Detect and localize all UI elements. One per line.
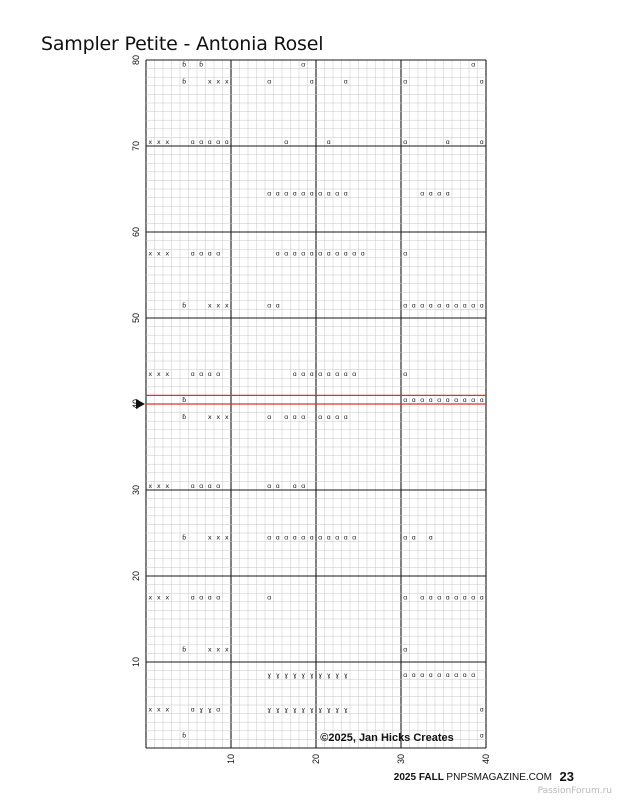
stitch-symbol: x [165,249,170,258]
stitch-symbol: ɑ [224,137,229,146]
stitch-symbol: x [156,705,161,714]
stitch-symbol: x [224,301,229,310]
stitch-symbol: x [165,593,170,602]
stitch-symbol: ɑ [326,249,331,258]
stitch-symbol: x [207,413,212,422]
stitch-symbol: ɑ [403,593,408,602]
stitch-symbol: ɑ [479,705,484,714]
stitch-symbol: ɑ [437,671,442,680]
stitch-symbol: ɑ [428,189,433,198]
stitch-symbol: ɑ [275,481,280,490]
stitch-symbol: ɑ [445,593,450,602]
stitch-symbol: ɑ [445,395,450,404]
stitch-symbol: ɣ [301,705,306,714]
stitch-symbol: ɑ [292,189,297,198]
stitch-symbol: ɣ [326,671,331,680]
stitch-symbol: ɑ [318,370,323,379]
stitch-symbol: ɑ [403,533,408,542]
stitch-symbol: ɑ [335,413,340,422]
stitch-symbol: ɣ [318,705,323,714]
stitch-symbol: ɑ [190,249,195,258]
stitch-symbol: x [165,705,170,714]
footer-issue-label: 2025 FALL [393,772,444,783]
stitch-symbol: ɑ [428,593,433,602]
stitch-symbol: ɑ [411,533,416,542]
stitch-symbol: ɑ [275,189,280,198]
stitch-symbol: ɑ [207,137,212,146]
stitch-symbol: ɑ [301,60,306,69]
stitch-symbol: ɑ [207,249,212,258]
stitch-symbol: ɑ [343,77,348,86]
stitch-symbol: ɑ [403,137,408,146]
stitch-symbol: ɑ [437,593,442,602]
stitch-symbol: ɑ [428,301,433,310]
stitch-symbol: ɑ [292,249,297,258]
stitch-symbol: ɑ [471,593,476,602]
stitch-symbol: ɣ [275,671,280,680]
stitch-symbol: x [165,137,170,146]
stitch-symbol: x [156,593,161,602]
stitch-symbol: ɑ [420,671,425,680]
stitch-symbol: x [148,370,153,379]
stitch-symbol: x [216,77,221,86]
column-axis-label: 30 [396,753,406,765]
stitch-symbol: ɑ [445,301,450,310]
stitch-symbol: x [207,77,212,86]
stitch-symbol: x [156,137,161,146]
stitch-symbol: x [148,593,153,602]
stitch-symbol: ɣ [309,671,314,680]
stitch-symbol: ɑ [352,370,357,379]
stitch-symbol: ɑ [207,593,212,602]
stitch-symbol: ɑ [343,533,348,542]
stitch-symbol: ɑ [199,137,204,146]
row-axis-label: 50 [131,312,141,324]
stitch-symbol: ɑ [411,301,416,310]
stitch-symbol: ɑ [292,413,297,422]
stitch-symbol: ɓ [182,413,187,422]
stitch-symbol: ɑ [301,413,306,422]
stitch-symbol: ɑ [199,481,204,490]
stitch-symbol: ɑ [420,301,425,310]
stitch-symbol: ɑ [267,413,272,422]
stitch-symbol: ɑ [403,370,408,379]
stitch-symbol: ɑ [403,301,408,310]
stitch-symbol: ɣ [343,671,348,680]
stitch-symbol: ɓ [182,645,187,654]
chart-grid [120,55,500,765]
stitch-symbol: ɑ [428,533,433,542]
stitch-symbol: ɑ [326,370,331,379]
stitch-symbol: ɑ [326,533,331,542]
stitch-symbol: ɑ [284,413,289,422]
stitch-symbol: ɣ [292,705,297,714]
stitch-symbol: ɣ [318,671,323,680]
stitch-symbol: ɑ [318,413,323,422]
stitch-symbol: ɑ [462,301,467,310]
stitch-symbol: ɑ [335,189,340,198]
stitch-symbol: x [216,413,221,422]
stitch-symbol: ɑ [318,533,323,542]
stitch-symbol: ɑ [267,481,272,490]
stitch-symbol: x [148,705,153,714]
stitch-symbol: ɓ [182,77,187,86]
stitch-symbol: ɑ [309,533,314,542]
stitch-symbol: ɑ [462,395,467,404]
stitch-symbol: ɣ [267,671,272,680]
stitch-symbol: ɣ [309,705,314,714]
stitch-symbol: ɑ [343,413,348,422]
stitch-symbol: ɑ [471,671,476,680]
stitch-symbol: ɑ [471,301,476,310]
stitch-symbol: x [165,481,170,490]
stitch-symbol: ɑ [275,533,280,542]
stitch-symbol: ɑ [207,481,212,490]
stitch-symbol: ɑ [335,249,340,258]
watermark: PassionForum.ru [537,786,612,796]
stitch-symbol: ɑ [190,137,195,146]
stitch-symbol: ɓ [182,60,187,69]
stitch-symbol: ɓ [199,60,204,69]
stitch-symbol: ɑ [479,137,484,146]
column-axis-label: 10 [226,753,236,765]
stitch-symbol: ɑ [343,370,348,379]
stitch-symbol: ɑ [267,533,272,542]
stitch-symbol: ɑ [267,593,272,602]
stitch-symbol: ɑ [326,413,331,422]
stitch-symbol: ɑ [471,60,476,69]
stitch-symbol: x [156,370,161,379]
stitch-symbol: ɑ [479,77,484,86]
stitch-symbol: ɑ [309,77,314,86]
stitch-symbol: ɑ [479,395,484,404]
stitch-symbol: ɑ [335,533,340,542]
row-axis-label: 30 [131,484,141,496]
stitch-symbol: x [207,645,212,654]
stitch-symbol: ɑ [275,301,280,310]
stitch-symbol: ɑ [428,395,433,404]
stitch-symbol: ɑ [267,189,272,198]
stitch-symbol: ɑ [326,189,331,198]
stitch-symbol: ɑ [199,370,204,379]
stitch-symbol: ɑ [403,77,408,86]
stitch-symbol: ɓ [182,301,187,310]
stitch-symbol: ɑ [420,395,425,404]
stitch-symbol: ɑ [437,395,442,404]
stitch-symbol: ɑ [301,481,306,490]
stitch-symbol: ɑ [284,189,289,198]
stitch-symbol: x [148,137,153,146]
stitch-symbol: ɑ [445,189,450,198]
stitch-symbol: ɑ [420,593,425,602]
stitch-symbol: ɑ [267,301,272,310]
stitch-symbol: ɑ [301,189,306,198]
stitch-symbol: ɑ [326,137,331,146]
stitch-symbol: ɑ [352,533,357,542]
stitch-symbol: ɑ [309,189,314,198]
stitch-symbol: ɣ [284,671,289,680]
row-axis-label: 40 [131,398,141,410]
stitch-symbol: ɑ [292,533,297,542]
stitch-symbol: x [148,481,153,490]
stitch-symbol: ɑ [454,593,459,602]
stitch-symbol: ɑ [216,481,221,490]
stitch-symbol: ɑ [199,593,204,602]
stitch-symbol: ɑ [216,249,221,258]
stitch-symbol: ɓ [182,731,187,740]
row-axis-label: 10 [131,656,141,668]
stitch-symbol: ɑ [275,249,280,258]
stitch-symbol: ɣ [275,705,280,714]
stitch-symbol: ɑ [190,593,195,602]
stitch-symbol: x [216,645,221,654]
stitch-symbol: ɑ [284,249,289,258]
column-axis-label: 20 [311,753,321,765]
stitch-symbol: ɑ [454,671,459,680]
stitch-symbol: ɑ [301,533,306,542]
stitch-symbol: ɑ [462,593,467,602]
stitch-symbol: ɑ [190,481,195,490]
stitch-symbol: ɣ [292,671,297,680]
stitch-symbol: ɑ [343,249,348,258]
stitch-symbol: ɑ [284,137,289,146]
stitch-symbol: ɑ [479,731,484,740]
row-axis-label: 70 [131,140,141,152]
stitch-symbol: ɣ [301,671,306,680]
stitch-symbol: ɣ [207,705,212,714]
column-axis-label: 40 [481,753,491,765]
stitch-symbol: ɑ [479,593,484,602]
footer-site: PNPSMAGAZINE.COM [446,772,552,783]
stitch-symbol: ɑ [301,249,306,258]
stitch-symbol: x [207,301,212,310]
stitch-symbol: ɣ [199,705,204,714]
stitch-symbol: ɣ [343,705,348,714]
stitch-symbol: ɓ [182,533,187,542]
stitch-symbol: ɑ [199,249,204,258]
page-number: 23 [559,769,574,784]
stitch-symbol: ɑ [309,370,314,379]
stitch-symbol: ɑ [190,705,195,714]
stitch-symbol: x [216,301,221,310]
stitch-symbol: ɑ [454,301,459,310]
cross-stitch-chart [120,55,500,765]
stitch-symbol: ɑ [420,189,425,198]
stitch-symbol: x [224,533,229,542]
stitch-symbol: ɑ [403,249,408,258]
stitch-symbol: ɣ [267,705,272,714]
stitch-symbol: ɑ [292,370,297,379]
stitch-symbol: ɑ [190,370,195,379]
stitch-symbol: ɑ [292,481,297,490]
stitch-symbol: ɑ [267,77,272,86]
copyright-text: ©2025, Jan Hicks Creates [320,732,454,744]
stitch-symbol: x [165,370,170,379]
stitch-symbol: x [207,533,212,542]
row-axis-label: 80 [131,55,141,66]
stitch-symbol: ɣ [335,671,340,680]
stitch-symbol: ɑ [318,249,323,258]
stitch-symbol: ɣ [335,705,340,714]
stitch-symbol: x [216,533,221,542]
stitch-symbol: ɣ [284,705,289,714]
stitch-symbol: ɑ [437,189,442,198]
stitch-symbol: ɑ [411,671,416,680]
stitch-symbol: ɑ [335,370,340,379]
stitch-symbol: ɑ [284,533,289,542]
stitch-symbol: x [224,413,229,422]
stitch-symbol: ɑ [462,671,467,680]
stitch-symbol: ɑ [445,671,450,680]
stitch-symbol: ɑ [437,301,442,310]
stitch-symbol: ɑ [428,671,433,680]
stitch-symbol: ɑ [309,249,314,258]
stitch-symbol: x [156,249,161,258]
stitch-symbol: ɑ [403,395,408,404]
stitch-symbol: x [148,249,153,258]
stitch-symbol: ɑ [216,593,221,602]
stitch-symbol: ɑ [403,671,408,680]
stitch-symbol: ɓ [182,395,187,404]
stitch-symbol: ɑ [301,370,306,379]
stitch-symbol: ɑ [411,395,416,404]
stitch-symbol: ɑ [454,395,459,404]
stitch-symbol: ɑ [343,189,348,198]
stitch-symbol: ɣ [326,705,331,714]
stitch-symbol: x [224,645,229,654]
stitch-symbol: ɑ [403,645,408,654]
stitch-symbol: ɑ [216,370,221,379]
stitch-symbol: ɑ [216,705,221,714]
row-axis-label: 20 [131,570,141,582]
stitch-symbol: ɑ [352,249,357,258]
footer-issue [394,772,552,783]
stitch-symbol: ɑ [318,189,323,198]
page-title: Sampler Petite - Antonia Rosel [41,33,324,55]
stitch-symbol: ɑ [207,370,212,379]
stitch-symbol: ɑ [479,301,484,310]
stitch-symbol: ɑ [360,249,365,258]
stitch-symbol: x [156,481,161,490]
stitch-symbol: ɑ [471,395,476,404]
stitch-symbol: ɑ [216,137,221,146]
stitch-symbol: x [224,77,229,86]
row-axis-label: 60 [131,226,141,238]
stitch-symbol: ɑ [445,137,450,146]
